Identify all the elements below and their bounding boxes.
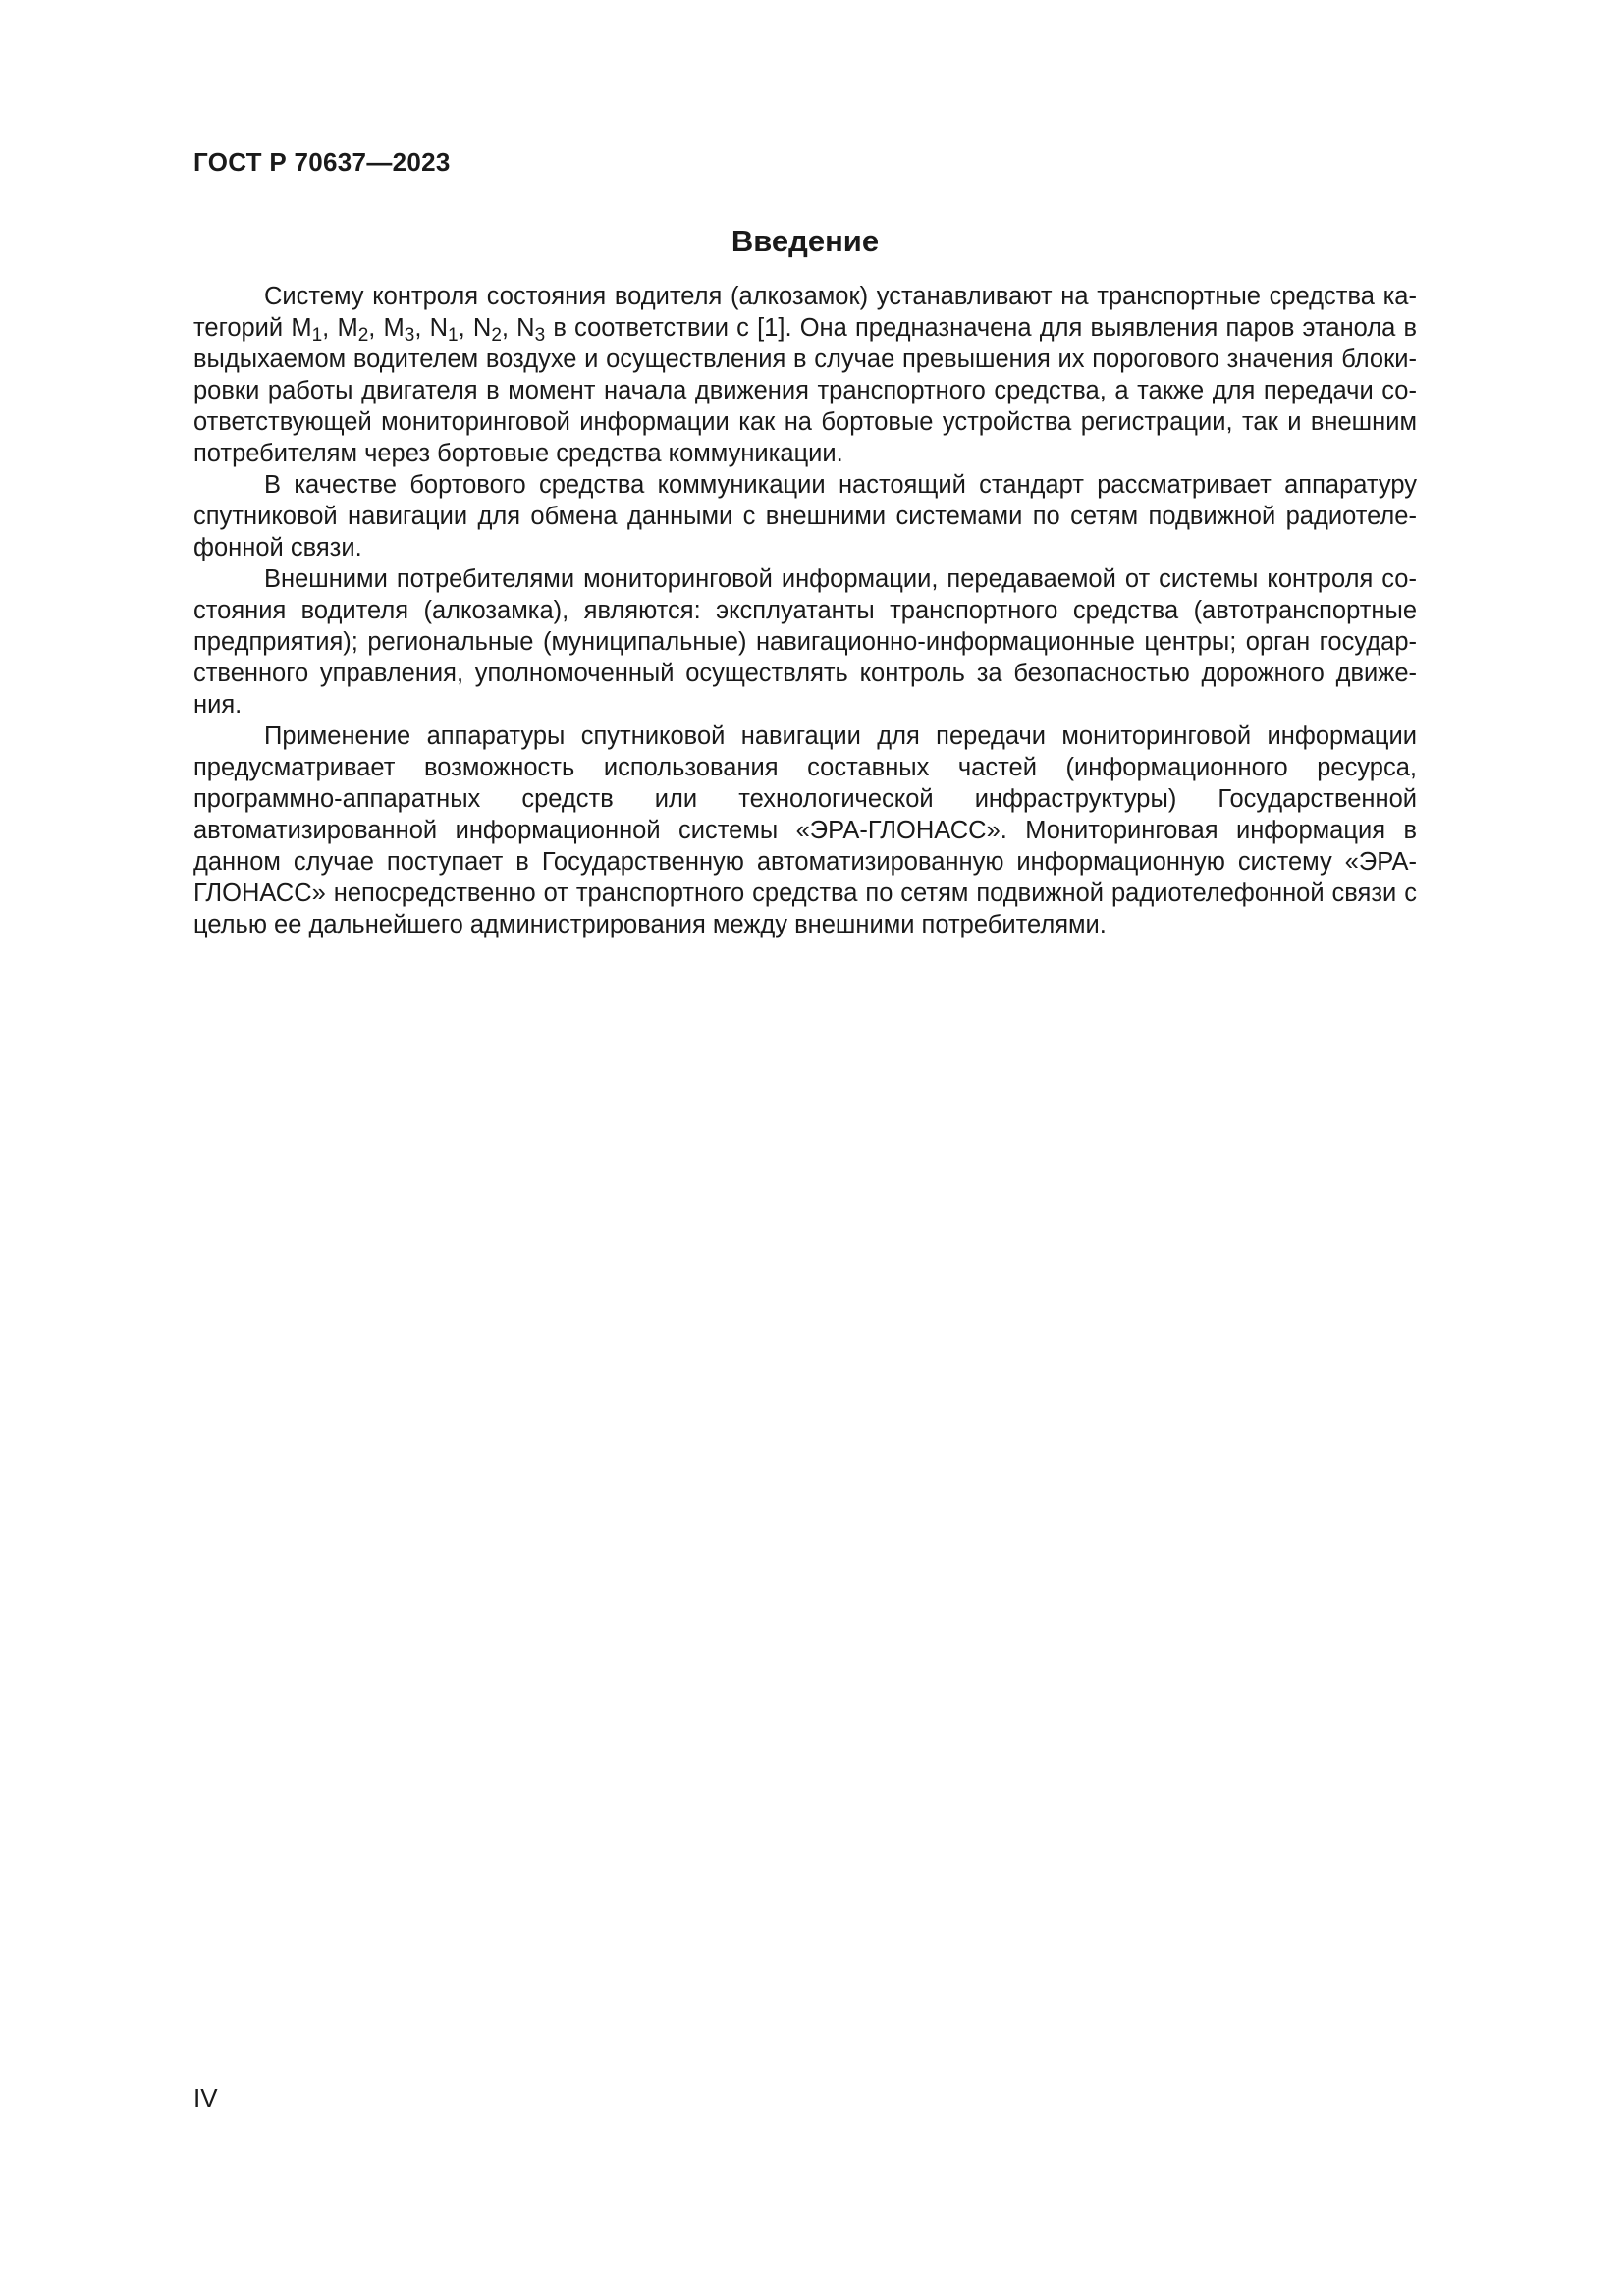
standard-number-header: ГОСТ Р 70637—2023	[193, 147, 451, 177]
paragraph-2: В качестве бортового средства коммуникации настоящий стандарт рассматривает аппаратуру спутниковой навигации для обмена данными с внешними системами по сетям подвижной радиотелефонной связи.	[193, 471, 1417, 561]
paragraph-4: Применение аппаратуры спутниковой навигации для передачи мониторинговой информации предусматривает возможность использования составных частей (информационного ресурса, программно-аппаратных средств или технологической инфраструктуры) Государственной автоматизированной информационной системы «ЭРА-ГЛОНАСС». Мониторинговая информация в данном случае поступает в Государственную автоматизированную информационную систему «ЭРА-ГЛОНАСС» непосредственно от транспортного средства по сетям подвижной радиотелефонной связи с целью ее дальнейшего администрирования между внешними потребителями.	[193, 722, 1417, 938]
paragraph-1-part-2: в соответствии с [1]. Она предназначена для выявления паров этанола в выдыхаемом водителем воздухе и осуществления в случае превышения их порогового значения блокировки работы двигателя в момент начала движения транспортного средства, а также для передачи соответствующей мониторинговой информации как на бортовые устройства регистрации, так и внешним потребителям через бортовые средства коммуникации.	[193, 314, 1418, 467]
separator: ,	[501, 314, 517, 342]
subscript: 2	[357, 325, 369, 346]
subscript: 3	[404, 325, 415, 346]
subscript: 1	[311, 325, 323, 346]
category-m: M	[291, 314, 312, 342]
paragraph-1	[193, 281, 1417, 469]
separator: ,	[414, 314, 430, 342]
category-n: N	[429, 314, 449, 342]
separator: ,	[322, 314, 338, 342]
separator: ,	[368, 314, 384, 342]
body-text	[193, 281, 1417, 940]
category-n: N	[516, 314, 535, 342]
paragraph-1-part-1: Систему контроля состояния водителя (алкозамок) устанавливают на транспортные средства категорий	[193, 283, 1417, 342]
paragraph-3: Внешними потребителями мониторинговой информации, передаваемой от системы контроля состояния водителя (алкозамка), являются: эксплуатанты транспортного средства (автотранспортные предприятия); региональные (муниципальные) навигационно-информационные центры; орган государственного управления, уполномоченный осуществлять контроль за безопасностью дорожного движения.	[193, 565, 1417, 719]
category-n: N	[472, 314, 492, 342]
subscript: 1	[448, 325, 459, 346]
category-m: M	[337, 314, 358, 342]
subscript: 3	[534, 325, 546, 346]
page-number: IV	[193, 2083, 218, 2112]
separator: ,	[458, 314, 473, 342]
section-title: Введение	[731, 224, 880, 258]
category-m: M	[383, 314, 405, 342]
subscript: 2	[491, 325, 502, 346]
